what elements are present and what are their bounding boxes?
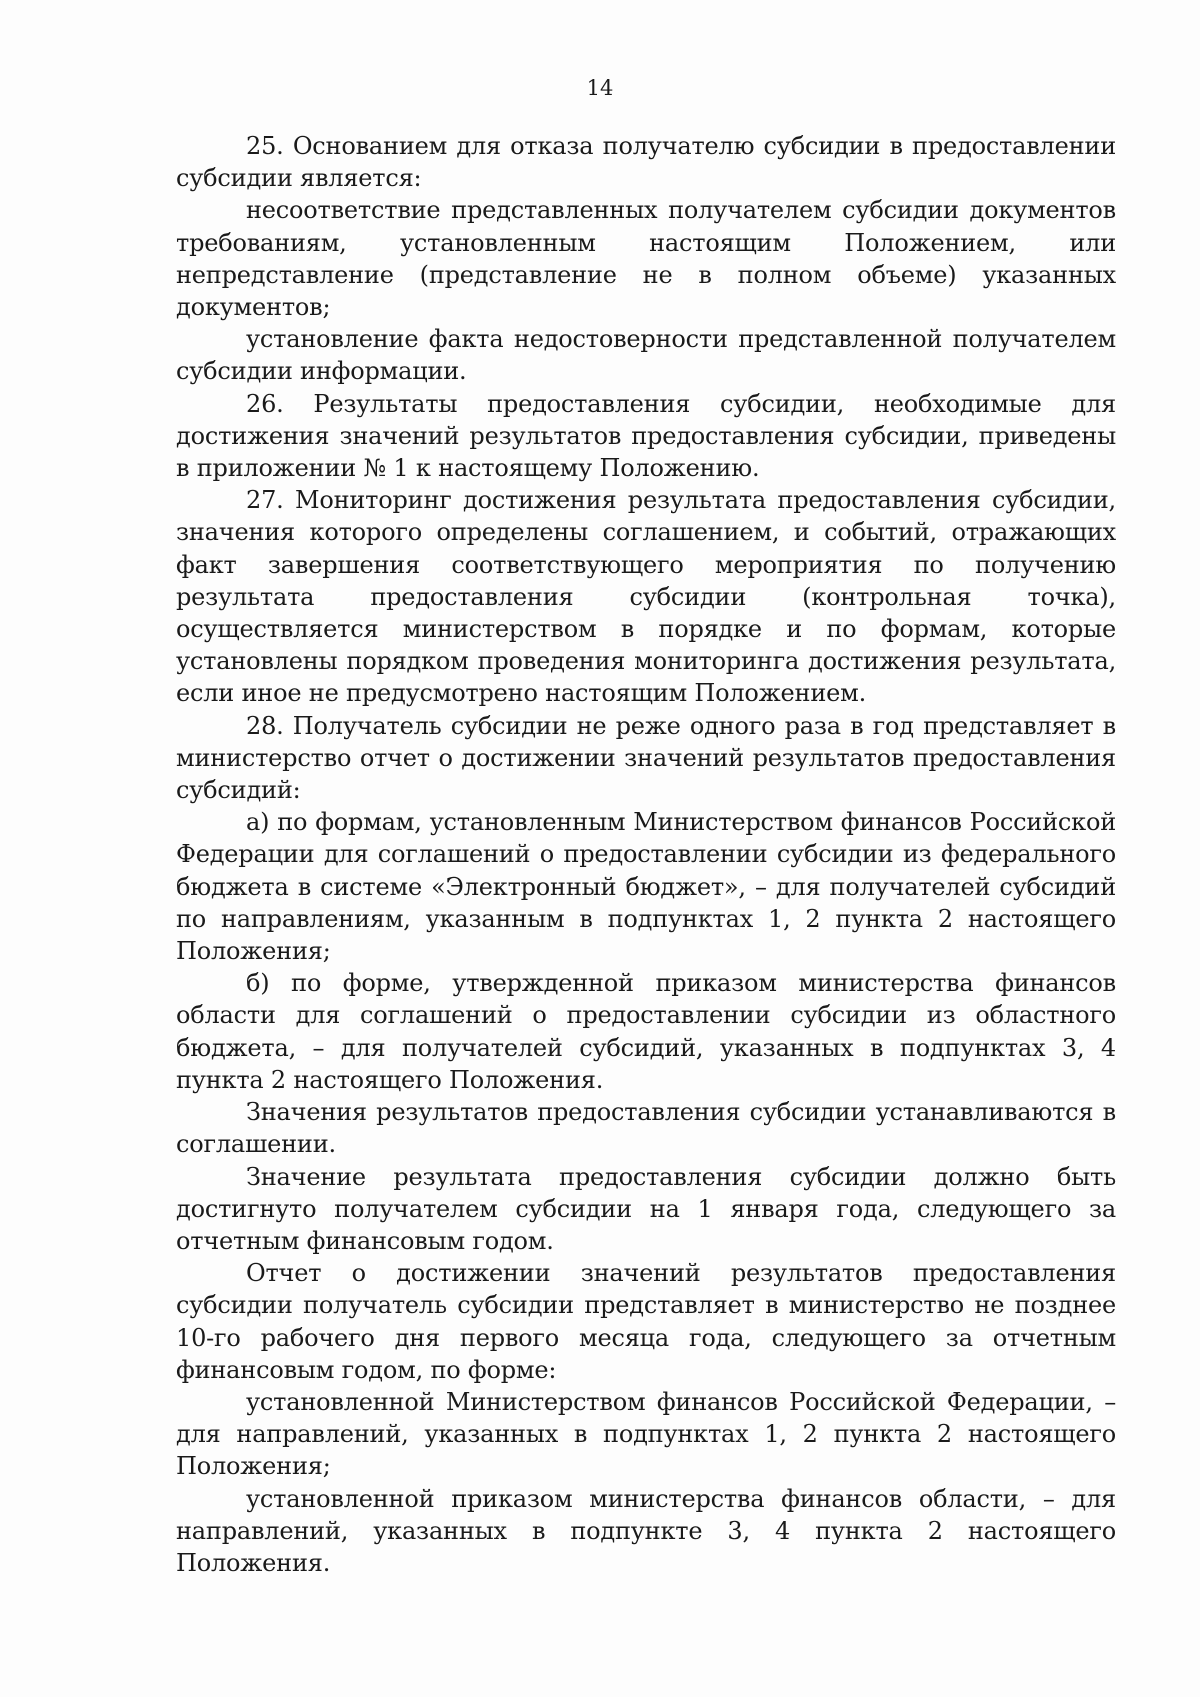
paragraph-28-item-b: б) по форме, утвержденной приказом министерства финансов области для соглашений о предоставлении субсидии из областного бюджета, – для получателей субсидий, указанных в подпунктах 3, 4 пункта 2 настоящего Положения.: [176, 969, 1116, 1094]
paragraph-28: 28. Получатель субсидии не реже одного раза в год представляет в министерство отчет о достижении значений результатов предоставления субсидий:: [176, 711, 1116, 805]
paragraph-26: 26. Результаты предоставления субсидии, необходимые для достижения значений результатов предоставления субсидии, приведены в приложении № 1 к настоящему Положению.: [176, 389, 1116, 483]
paragraph-result-deadline: Значение результата предоставления субсидии должно быть достигнуто получателем субсидии на 1 января года, следующего за отчетным финансовым годом.: [176, 1162, 1116, 1255]
document-body: [176, 130, 1116, 1579]
paragraph-25-item-2: установление факта недостоверности представленной получателем субсидии информации.: [176, 325, 1116, 386]
paragraph-report-form-federal: установленной Министерством финансов Российской Федерации, – для направлений, указанных в подпунктах 1, 2 пункта 2 настоящего Положения;: [176, 1387, 1116, 1481]
paragraph-25-item-1: несоответствие представленных получателем субсидии документов требованиям, установленным настоящим Положением, или непредставление (представление не в полном объеме) указанных документов;: [176, 196, 1116, 322]
paragraph-25: 25. Основанием для отказа получателю субсидии в предоставлении субсидии является:: [176, 132, 1116, 193]
paragraph-27: 27. Мониторинг достижения результата предоставления субсидии, значения которого определены соглашением, и событий, отражающих факт завершения соответствующего мероприятия по получению результата предоставления субсидии (контрольная точка), осуществляется министерством в порядке и по формам, которые установлены порядком проведения мониторинга достижения результата, если иное не предусмотрено настоящим Положением.: [176, 486, 1116, 708]
paragraph-28-item-a: а) по формам, установленным Министерством финансов Российской Федерации для соглашений о предоставлении субсидии из федерального бюджета в системе «Электронный бюджет», – для получателей субсидий по направлениям, указанным в подпунктах 1, 2 пункта 2 настоящего Положения;: [176, 808, 1116, 966]
paragraph-report-deadline: Отчет о достижении значений результатов предоставления субсидии получатель субсидии представляет в министерство не позднее 10-го рабочего дня первого месяца года, следующего за отчетным финансовым годом, по форме:: [176, 1259, 1116, 1384]
page-number: 14: [586, 76, 614, 100]
paragraph-report-form-regional: установленной приказом министерства финансов области, – для направлений, указанных в подпункте 3, 4 пункта 2 настоящего Положения.: [176, 1484, 1116, 1577]
paragraph-results-values: Значения результатов предоставления субсидии устанавливаются в соглашении.: [176, 1098, 1116, 1159]
